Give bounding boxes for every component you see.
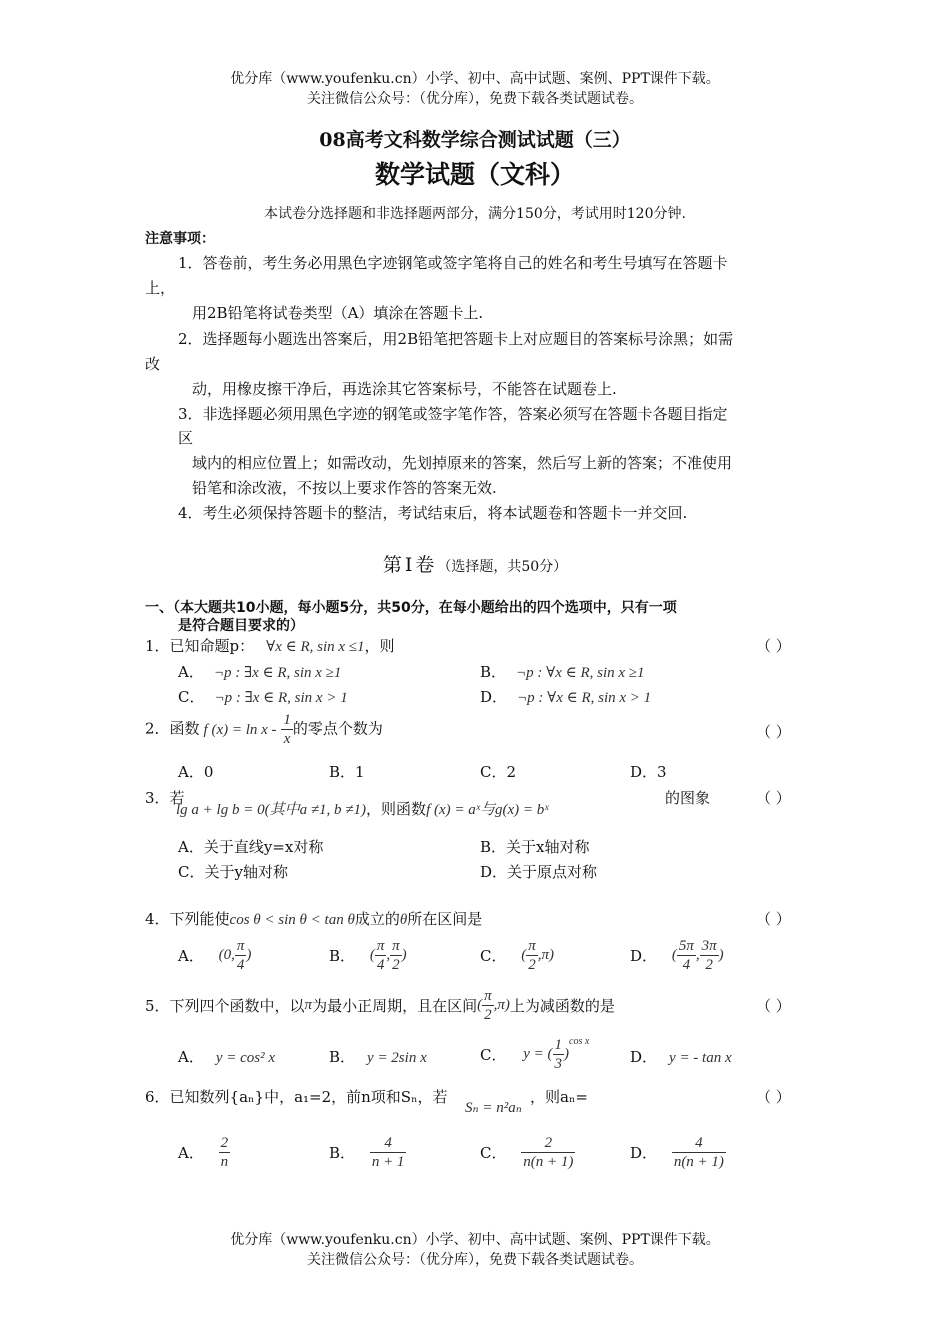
notice-item-1: 1．答卷前，考生务必用黑色字迹钢笔或签字笔将自己的姓名和考生号填写在答题卡 [178, 254, 728, 272]
q6-option-b[interactable]: B． $\frac{4}{n + 1}$ [329, 1135, 405, 1170]
notice-item-2: 2．选择题每小题选出答案后，用2B铅笔把答题卡上对应题目的答案标号涂黑；如需 [178, 330, 734, 348]
q3-option-c[interactable]: C．关于y轴对称 [178, 863, 288, 881]
notice-heading: 注意事项： [145, 231, 215, 247]
q1-option-d[interactable]: D． ¬p : ∀x ∈ R, sin x > 1 [480, 688, 652, 706]
notice-item-3-cont: 域内的相应位置上；如需改动，先划掉原来的答案，然后写上新的答案；不准使用 [192, 454, 733, 472]
notice-item-3: 3．非选择题必须用黑色字迹的钢笔或签字笔作答，答案必须写在答题卡各题目指定 [178, 405, 728, 423]
section-title: 第Ⅰ卷（选择题，共50分） [382, 554, 568, 576]
header-line-1: 优分库（www.youfenku.cn）小学、初中、高中试题、案例、PPT课件下载。 [230, 71, 720, 87]
notice-item-3-cont2: 铅笔和涂改液，不按以上要求作答的答案无效. [192, 479, 497, 497]
q1-option-c[interactable]: C． ¬p : ∃x ∈ R, sin x > 1 [178, 688, 348, 706]
question-1: 1．已知命题p： ∀x ∈ R, sin x ≤1，则 [145, 637, 395, 655]
q3-option-a[interactable]: A．关于直线y=x对称 [178, 838, 324, 856]
question-5: 5．下列四个函数中，以π为最小正周期，且在区间( $\frac{\pi}{2}$ ,π)上为减函数的是 [145, 988, 615, 1023]
answer-paren-2: （ ） [756, 723, 791, 741]
q1-option-a[interactable]: A． ¬p : ∃x ∈ R, sin x ≥1 [178, 663, 342, 681]
question-6-tail: ，则aₙ= [530, 1088, 589, 1106]
notice-item-4: 4．考生必须保持答题卡的整洁，考试结束后，将本试题卷和答题卡一并交回. [178, 504, 688, 522]
notice-item-1-cont: 用2B铅笔将试卷类型（A）填涂在答题卡上. [192, 304, 484, 322]
question-2: 2．函数 f (x) = ln x - $\frac{1}{x}$ 的零点个数为 [145, 712, 383, 747]
q4-option-c[interactable]: C． ( $\frac{\pi}{2}$ ,π) [480, 938, 555, 973]
footer-line-1: 优分库（www.youfenku.cn）小学、初中、高中试题、案例、PPT课件下载。 [230, 1232, 720, 1248]
question-3-number: 3．若 [145, 789, 185, 807]
question-6: 6．已知数列{aₙ}中，a₁=2，前n项和Sₙ，若 [145, 1088, 448, 1106]
q6-option-c[interactable]: C． $\frac{2}{n(n + 1)}$ [480, 1135, 574, 1170]
question-3-tail: 的图象 [665, 789, 711, 807]
q4-option-d[interactable]: D． ( $\frac{5\pi}{4}$ , $\frac{3\pi}{2}$ ) [630, 938, 724, 973]
q6-option-d[interactable]: D． $\frac{4}{n(n + 1)}$ [630, 1135, 724, 1170]
q4-option-b[interactable]: B． ( $\frac{\pi}{4}$ , $\frac{\pi}{2}$ ) [329, 938, 407, 973]
exam-subtitle: 数学试题（文科） [374, 160, 575, 189]
answer-paren-4: （ ） [756, 910, 791, 928]
q2-option-b[interactable]: B．1 [329, 763, 365, 781]
q3-option-d[interactable]: D．关于原点对称 [480, 863, 598, 881]
q5-option-d[interactable]: D． y = - tan x [630, 1048, 732, 1066]
answer-paren-1: （ ） [756, 637, 791, 655]
q5-option-b[interactable]: B． y = 2sin x [329, 1048, 427, 1066]
notice-item-3-wrap: 区 [178, 429, 194, 447]
exam-title: 08高考文科数学综合测试试题（三） [319, 129, 631, 151]
notice-item-1-wrap: 上， [145, 279, 176, 297]
exam-intro: 本试卷分选择题和非选择题两部分，满分150分，考试用时120分钟. [264, 206, 686, 222]
q6-option-a[interactable]: A． $\frac{2}{n}$ [178, 1135, 229, 1170]
part-instructions: 一、（本大题共10小题，每小题5分，共50分，在每小题给出的四个选项中，只有一项 [145, 600, 677, 616]
q5-option-c[interactable]: C． y = ( $\frac{1}{3}$ )$^{cos x}$ [480, 1036, 590, 1072]
q3-option-b[interactable]: B．关于x轴对称 [480, 838, 590, 856]
q1-option-b[interactable]: B． ¬p : ∀x ∈ R, sin x ≥1 [480, 663, 645, 681]
q2-option-d[interactable]: D．3 [630, 763, 667, 781]
q2-option-a[interactable]: A．0 [178, 763, 214, 781]
question-3: lg a + lg b = 0(其中a ≠1, b ≠1)，则函数f (x) = aˣ与g(x) = bˣ [176, 800, 549, 818]
question-4: 4．下列能使cos θ < sin θ < tan θ成立的θ所在区间是 [145, 910, 483, 928]
q2-option-c[interactable]: C．2 [480, 763, 517, 781]
part-instructions-cont: 是符合题目要求的） [178, 618, 304, 634]
notice-item-2-wrap: 改 [145, 355, 161, 373]
answer-paren-6: （ ） [756, 1088, 791, 1106]
footer-line-2: 关注微信公众号：（优分库），免费下载各类试题试卷。 [307, 1252, 643, 1268]
answer-paren-5: （ ） [756, 997, 791, 1015]
notice-item-2-cont: 动，用橡皮擦干净后，再选涂其它答案标号，不能答在试题卷上. [192, 380, 617, 398]
question-6-math: Sₙ = n²aₙ [465, 1100, 522, 1116]
answer-paren-3: （ ） [756, 789, 791, 807]
header-line-2: 关注微信公众号：（优分库），免费下载各类试题试卷。 [307, 91, 643, 107]
q5-option-a[interactable]: A． y = cos² x [178, 1048, 276, 1066]
q4-option-a[interactable]: A． (0, $\frac{\pi}{4}$ ) [178, 938, 252, 973]
